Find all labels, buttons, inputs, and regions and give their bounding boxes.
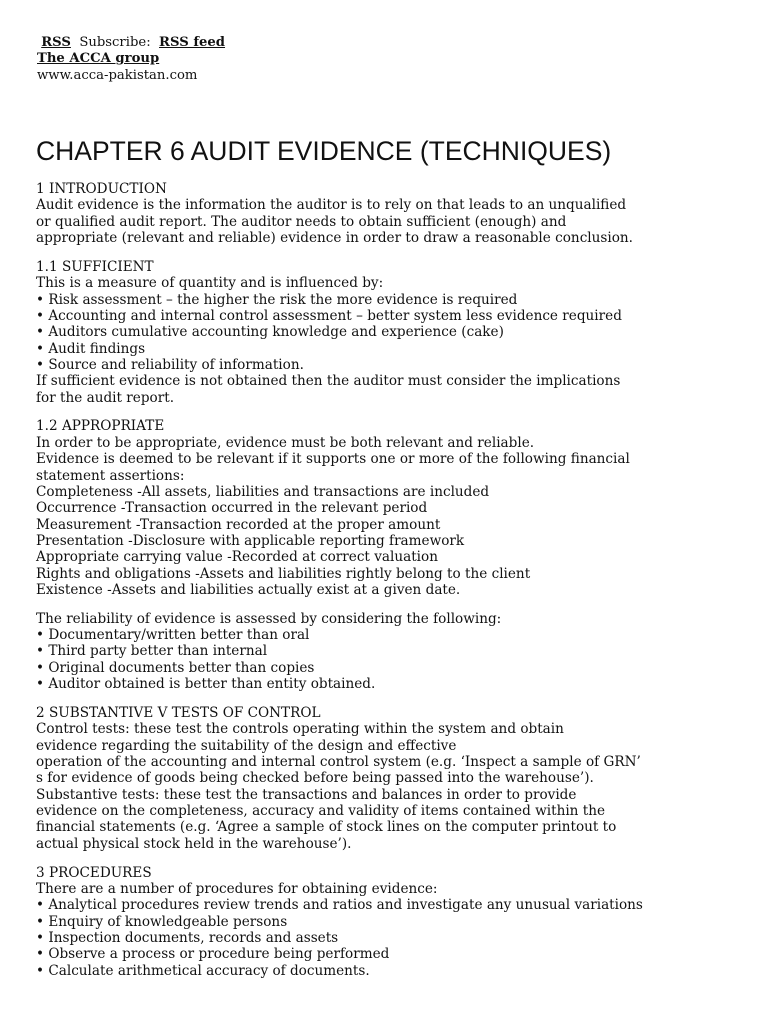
text-line: for the audit report. [36,389,175,406]
text-line: • Accounting and internal control assessment – better system less evidence required [36,307,622,324]
acca-group-link[interactable]: The ACCA group [37,51,160,67]
text-line: Audit evidence is the information the auditor is to rely on that leads to an unqualified [36,197,627,214]
text-line: • Source and reliability of information. [36,356,304,373]
text-line: evidence regarding the suitability of the design and effective [36,737,457,754]
rss-line [37,35,225,51]
text-line: Evidence is deemed to be relevant if it supports one or more of the following financial [36,451,630,468]
text-line: Appropriate carrying value -Recorded at correct valuation [36,549,438,566]
text-line: Presentation -Disclosure with applicable reporting framework [36,532,465,549]
section-heading: 3 PROCEDURES [36,864,152,881]
text-line: evidence on the completeness, accuracy and validity of items contained within the [36,803,606,820]
text-line: or qualified audit report. The auditor needs to obtain sufficient (enough) and [36,213,567,230]
text-line: Control tests: these test the controls operating within the system and obtain [36,721,564,738]
text-line: appropriate (relevant and reliable) evidence in order to draw a reasonable conclusion. [36,230,633,247]
text-line: • Analytical procedures review trends and ratios and investigate any unusual variations [36,897,643,914]
text-line: • Original documents better than copies [36,659,315,676]
section-2 [36,259,756,406]
text-line: • Risk assessment – the higher the risk the more evidence is required [36,291,518,308]
section-6 [36,865,756,979]
text-line: The reliability of evidence is assessed by considering the following: [36,610,502,627]
section-heading: 1 INTRODUCTION [36,181,167,197]
text-line: actual physical stock held in the warehouse’). [36,835,352,852]
rss-feed-link[interactable]: RSS feed [159,35,226,50]
text-line: • Documentary/written better than oral [36,627,310,644]
section-3 [36,418,756,598]
text-line: Rights and obligations -Assets and liabilities rightly belong to the client [36,565,531,582]
page-title: CHAPTER 6 AUDIT EVIDENCE (TECHNIQUES) [36,135,612,166]
text-line: s for evidence of goods being checked before being passed into the warehouse’). [36,770,594,787]
text-line: Completeness -All assets, liabilities and transactions are included [36,483,490,500]
section-heading: 1.1 SUFFICIENT [36,258,154,275]
text-line: statement assertions: [36,467,185,484]
text-line: Occurrence -Transaction occurred in the relevant period [36,500,428,517]
text-line: financial statements (e.g. ‘Agree a sample of stock lines on the computer printout to [36,819,617,836]
text-line: There are a number of procedures for obtaining evidence: [36,880,438,897]
text-line: • Calculate arithmetical accuracy of documents. [36,962,370,979]
text-line: • Observe a process or procedure being performed [36,946,390,963]
text-line: • Audit findings [36,340,146,357]
rss-link[interactable]: RSS [41,35,71,50]
text-line: This is a measure of quantity and is influenced by: [36,275,384,292]
section-5 [36,705,756,852]
text-line: • Third party better than internal [36,643,268,660]
subscribe-label: Subscribe: [79,35,151,50]
text-line: • Auditor obtained is better than entity obtained. [36,676,376,693]
section-4 [36,611,756,693]
text-line: Existence -Assets and liabilities actually exist at a given date. [36,581,461,598]
text-line: Measurement -Transaction recorded at the proper amount [36,516,441,533]
website-text: www.acca-pakistan.com [37,67,198,83]
text-line: • Inspection documents, records and assets [36,929,339,946]
text-line: In order to be appropriate, evidence must be both relevant and reliable. [36,434,535,451]
document-header [37,35,225,84]
text-line: • Enquiry of knowledgeable persons [36,913,288,930]
section-heading: 2 SUBSTANTIVE V TESTS OF CONTROL [36,704,321,721]
section-1 [36,181,756,246]
text-line: • Auditors cumulative accounting knowledge and experience (cake) [36,324,504,341]
text-line: Substantive tests: these test the transactions and balances in order to provide [36,786,577,803]
document-body [36,181,756,991]
text-line: operation of the accounting and internal control system (e.g. ‘Inspect a sample of GRN’ [36,754,641,770]
text-line: If sufficient evidence is not obtained then the auditor must consider the implications [36,373,621,390]
section-heading: 1.2 APPROPRIATE [36,418,165,435]
